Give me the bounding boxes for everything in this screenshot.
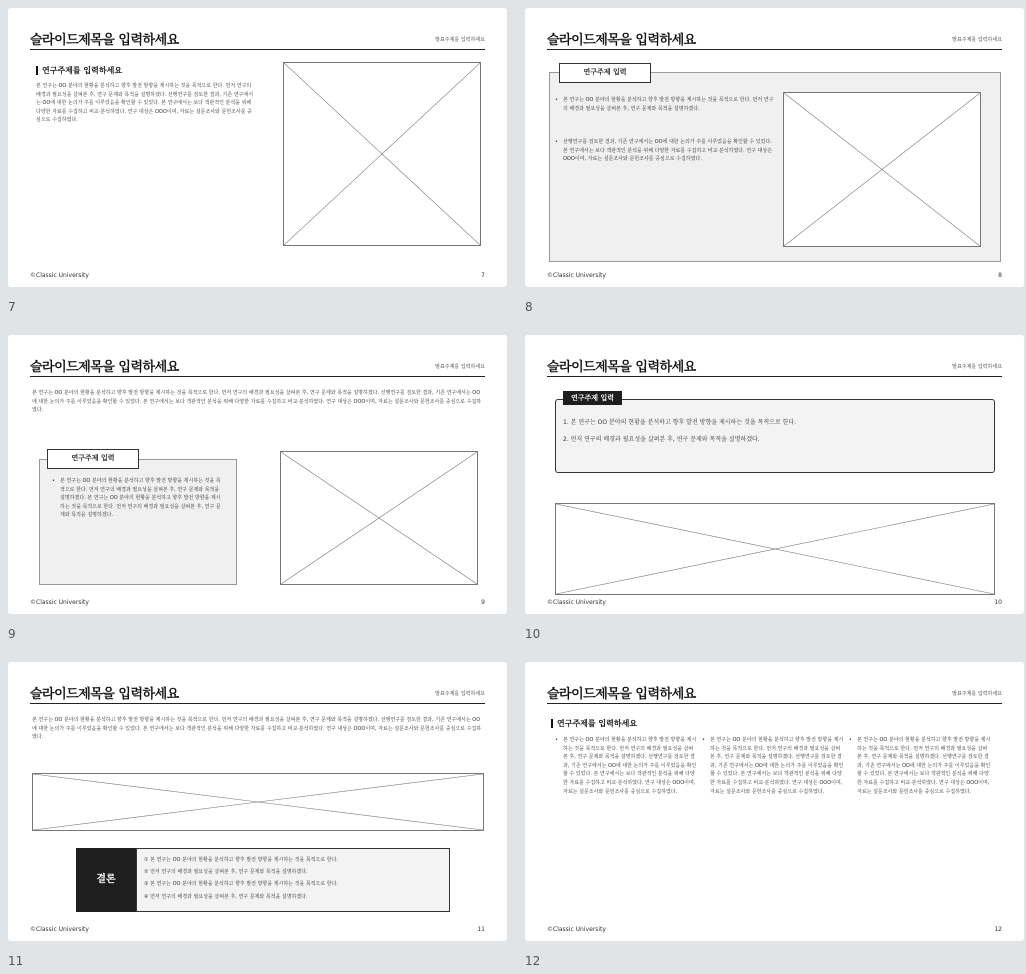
slide-footer: ©Classic University	[30, 599, 89, 606]
slide-title: 슬라이드제목을 입력하세요	[547, 360, 696, 375]
topic-tag: 연구주제 입력	[563, 391, 622, 405]
image-placeholder[interactable]	[783, 92, 981, 247]
title-rule	[30, 703, 485, 704]
topic-heading: 연구주제를 입력하세요	[551, 719, 637, 728]
slide-subtitle: 발표주제를 입력하세요	[435, 37, 485, 43]
column-text: • 본 연구는 OO 분야의 현황을 분석하고 향후 발전 방향을 제시하는 것을 목적으로 한다. 먼저 연구의 배경과 필요성을 살펴본 후, 연구 문제와 목적을 설명하겠다. 선행연구를 검토한 결과, 기존 연구에서는 OO에 대한 논의가 주를 이루었음을 확인할 수 있었다. 본 연구에서는 보다 객관적인 분석을 위해 다양한 자료를 수집하고 비교·분석하였다. 연구 대상은 OOO이며, 자료는 설문조사와 문헌조사를 중심으로 수집하였다.	[849, 736, 991, 796]
topic-tag: 연구주제 입력	[559, 63, 651, 83]
slide-footer: ©Classic University	[547, 599, 606, 606]
slide-title: 슬라이드제목을 입력하세요	[30, 33, 179, 48]
topic-heading: 연구주제를 입력하세요	[36, 66, 122, 75]
slide-10[interactable]	[525, 335, 1024, 614]
conclusion-item: ③ 본 연구는 OO 분야의 현황을 분석하고 향후 발전 방향을 제시하는 것을 목적으로 한다.	[144, 881, 338, 887]
slide-label: 12	[525, 954, 541, 968]
conclusion-item: ① 본 연구는 OO 분야의 현황을 분석하고 향후 발전 방향을 제시하는 것을 목적으로 한다.	[144, 857, 338, 863]
slide-subtitle: 발표주제를 입력하세요	[952, 364, 1002, 370]
slide-title: 슬라이드제목을 입력하세요	[547, 687, 696, 702]
slide-title: 슬라이드제목을 입력하세요	[547, 33, 696, 48]
title-rule	[30, 376, 485, 377]
conclusion-item: ④ 먼저 연구의 배경과 필요성을 살펴본 후, 연구 문제와 목적을 설명하겠다.	[144, 894, 308, 900]
page-number: 7	[481, 272, 485, 279]
slide-12[interactable]	[525, 662, 1024, 941]
page-number: 11	[477, 926, 485, 933]
slide-subtitle: 발표주제를 입력하세요	[435, 691, 485, 697]
bullet-item: • 선행연구를 검토한 결과, 기존 연구에서는 OO에 대한 논의가 주를 이루었음을 확인할 수 있었다. 본 연구에서는 보다 객관적인 분석을 위해 다양한 자료를 수집하고 비교·분석하였다. 연구 대상은 OOO이며, 자료는 설문조사와 문헌조사를 중심으로 수집하였다.	[555, 138, 775, 164]
title-rule	[30, 49, 485, 50]
column-text: • 본 연구는 OO 분야의 현황을 분석하고 향후 발전 방향을 제시하는 것을 목적으로 한다. 먼저 연구의 배경과 필요성을 살펴본 후, 연구 문제와 목적을 설명하겠다. 선행연구를 검토한 결과, 기존 연구에서는 OO에 대한 논의가 주를 이루었음을 확인할 수 있었다. 본 연구에서는 보다 객관적인 분석을 위해 다양한 자료를 수집하고 비교·분석하였다. 연구 대상은 OOO이며, 자료는 설문조사와 문헌조사를 중심으로 수집하였다.	[702, 736, 844, 796]
title-rule	[547, 703, 1002, 704]
slide-label: 8	[525, 300, 533, 314]
list-item: 2. 먼저 연구의 배경과 필요성을 살펴본 후, 연구 문제와 목적을 설명하겠다.	[563, 436, 760, 443]
slide-label: 7	[8, 300, 16, 314]
slide-label: 11	[8, 954, 24, 968]
title-rule	[547, 49, 1002, 50]
column-text: • 본 연구는 OO 분야의 현황을 분석하고 향후 발전 방향을 제시하는 것을 목적으로 한다. 먼저 연구의 배경과 필요성을 살펴본 후, 연구 문제와 목적을 설명하겠다. 선행연구를 검토한 결과, 기존 연구에서는 OO에 대한 논의가 주를 이루었음을 확인할 수 있었다. 본 연구에서는 보다 객관적인 분석을 위해 다양한 자료를 수집하고 비교·분석하였다. 연구 대상은 OOO이며, 자료는 설문조사와 문헌조사를 중심으로 수집하였다.	[555, 736, 697, 796]
conclusion-label: 결론	[76, 848, 136, 912]
page-number: 12	[994, 926, 1002, 933]
slide-footer: ©Classic University	[547, 272, 606, 279]
body-text: 본 연구는 OO 분야의 현황을 분석하고 향후 발전 방향을 제시하는 것을 목적으로 한다. 먼저 연구의 배경과 필요성을 살펴본 후, 연구 문제와 목적을 설명하겠다. 선행연구를 검토한 결과, 기존 연구에서는 OO에 대한 논의가 주를 이루었음을 확인할 수 있었다. 본 연구에서는 보다 객관적인 분석을 위해 다양한 자료를 수집하고 비교·분석하였다. 연구 대상은 OOO이며, 자료는 설문조사와 문헌조사를 중심으로 수집하였다.	[32, 390, 482, 414]
slide-footer: ©Classic University	[30, 926, 89, 933]
slide-subtitle: 발표주제를 입력하세요	[952, 691, 1002, 697]
page-number: 8	[998, 272, 1002, 279]
slide-label: 10	[525, 627, 541, 641]
bullet-item: • 본 연구는 OO 분야의 현황을 분석하고 향후 발전 방향을 제시하는 것을 목적으로 한다. 먼저 연구의 배경과 필요성을 살펴본 후, 연구 문제와 목적을 설명하겠다.	[555, 96, 775, 113]
slide-title: 슬라이드제목을 입력하세요	[30, 687, 179, 702]
page-number: 10	[994, 599, 1002, 606]
slide-7[interactable]	[8, 8, 507, 287]
slide-9[interactable]	[8, 335, 507, 614]
conclusion-item: ② 먼저 연구의 배경과 필요성을 살펴본 후, 연구 문제와 목적을 설명하겠다.	[144, 869, 308, 875]
slide-footer: ©Classic University	[547, 926, 606, 933]
body-text: 본 연구는 OO 분야의 현황을 분석하고 향후 발전 방향을 제시하는 것을 목적으로 한다. 먼저 연구의 배경과 필요성을 살펴본 후, 연구 문제와 목적을 설명하겠다. 선행연구를 검토한 결과, 기존 연구에서는 OO에 대한 논의가 주를 이루었음을 확인할 수 있었다. 본 연구에서는 보다 객관적인 분석을 위해 다양한 자료를 수집하고 비교·분석하였다. 연구 대상은 OOO이며, 자료는 설문조사와 문헌조사를 중심으로 수집하였다.	[36, 83, 254, 124]
bullet-item: • 본 연구는 OO 분야의 현황을 분석하고 향후 발전 방향을 제시하는 것을 목적으로 한다. 먼저 연구의 배경과 필요성을 살펴본 후, 연구 문제와 목적을 설명하겠다. 본 연구는 OO 분야의 현황을 분석하고 향후 발전 방향을 제시하는 것을 목적으로 한다. 먼저 연구의 배경과 필요성을 살펴본 후, 연구 문제와 목적을 설명하겠다.	[52, 477, 224, 520]
list-item: 1. 본 연구는 OO 분야의 현황을 분석하고 향후 발전 방향을 제시하는 것을 목적으로 한다.	[563, 419, 797, 426]
title-rule	[547, 376, 1002, 377]
image-placeholder[interactable]	[32, 773, 484, 831]
body-text: 본 연구는 OO 분야의 현황을 분석하고 향후 발전 방향을 제시하는 것을 목적으로 한다. 먼저 연구의 배경과 필요성을 살펴본 후, 연구 문제와 목적을 설명하겠다. 선행연구를 검토한 결과, 기존 연구에서는 OO에 대한 논의가 주를 이루었음을 확인할 수 있었다. 본 연구에서는 보다 객관적인 분석을 위해 다양한 자료를 수집하고 비교·분석하였다. 연구 대상은 OOO이며, 자료는 설문조사와 문헌조사를 중심으로 수집하였다.	[32, 717, 482, 741]
slide-footer: ©Classic University	[30, 272, 89, 279]
image-placeholder[interactable]	[280, 451, 478, 585]
slide-subtitle: 발표주제를 입력하세요	[435, 364, 485, 370]
slide-subtitle: 발표주제를 입력하세요	[952, 37, 1002, 43]
slide-label: 9	[8, 627, 16, 641]
slide-11[interactable]	[8, 662, 507, 941]
slide-8[interactable]	[525, 8, 1024, 287]
image-placeholder[interactable]	[555, 503, 995, 595]
image-placeholder[interactable]	[283, 62, 481, 246]
topic-tag: 연구주제 입력	[47, 449, 139, 469]
slide-title: 슬라이드제목을 입력하세요	[30, 360, 179, 375]
page-number: 9	[481, 599, 485, 606]
